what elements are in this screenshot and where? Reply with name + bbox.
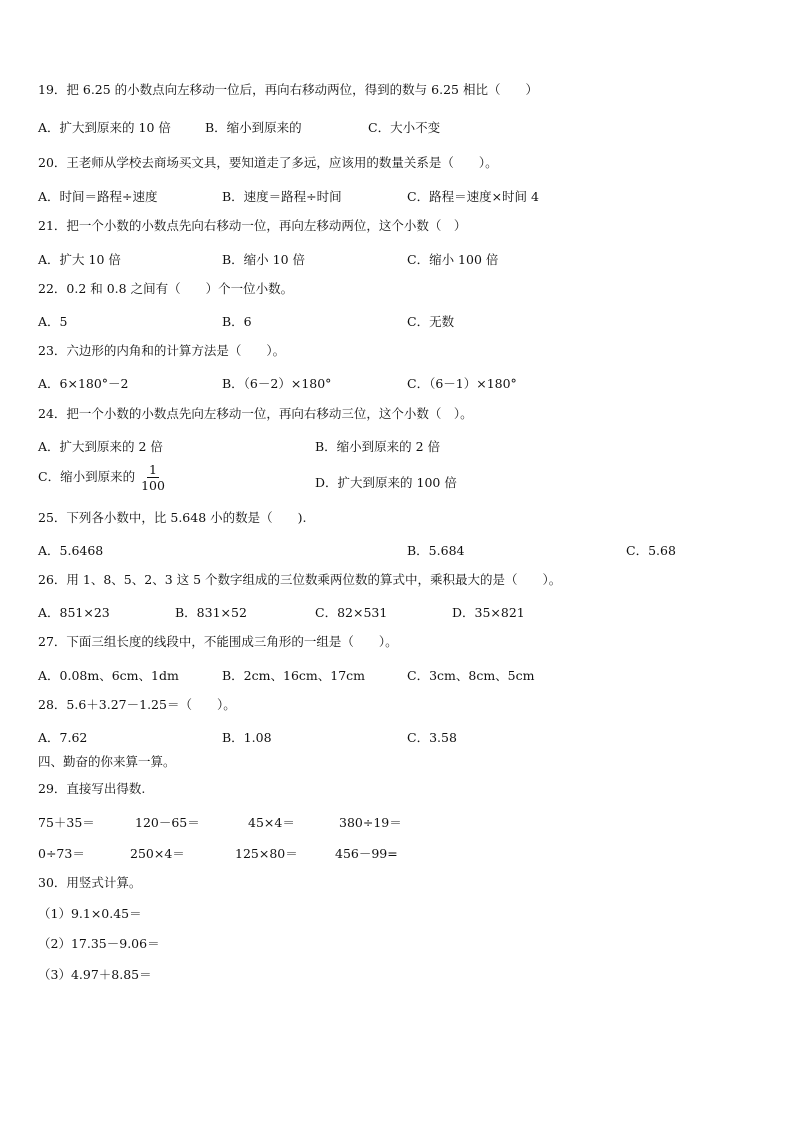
question-30: 30．用竖式计算。 (38, 875, 142, 890)
q19-option-a: A．扩大到原来的 10 倍 (38, 120, 171, 135)
question-26: 26．用 1、8、5、2、3 这 5 个数字组成的三位数乘两位数的算式中，乘积最大的是（ ）。 (38, 572, 562, 587)
q24-option-d: D．扩大到原来的 100 倍 (315, 475, 457, 490)
question-22: 22．0.2 和 0.8 之间有（ ）个一位小数。 (38, 281, 294, 296)
q21-option-c: C．缩小 100 倍 (407, 252, 499, 267)
q25-option-a: A．5.6468 (38, 543, 104, 558)
q25-option-c: C．5.68 (626, 543, 676, 558)
q28-option-b: B．1.08 (222, 730, 272, 745)
question-25: 25．下列各小数中，比 5.648 小的数是（ ). (38, 510, 307, 525)
q22-option-c: C．无数 (407, 314, 455, 329)
section-heading: 四、勤奋的你来算一算。 (38, 754, 176, 769)
q29-r2-c4: 456－99= (335, 846, 398, 861)
q24-option-c (38, 462, 167, 493)
question-24: 24．把一个小数的小数点先向左移动一位，再向右移动三位，这个小数（ ）。 (38, 406, 473, 421)
q26-option-d: D．35×821 (452, 605, 525, 620)
question-20: 20．王老师从学校去商场买文具，要知道走了多远，应该用的数量关系是（ ）。 (38, 155, 498, 170)
q26-option-b: B．831×52 (175, 605, 247, 620)
q20-option-a: A．时间＝路程÷速度 (38, 189, 158, 204)
q27-option-b: B．2cm、16cm、17cm (222, 668, 366, 683)
q27-option-a: A．0.08m、6cm、1dm (38, 668, 179, 683)
q29-r1-c4: 380÷19＝ (339, 815, 402, 830)
q29-r2-c2: 250×4＝ (130, 846, 185, 861)
question-27: 27．下面三组长度的线段中，不能围成三角形的一组是（ ）。 (38, 634, 398, 649)
q29-r1-c1: 75＋35＝ (38, 815, 95, 830)
q28-option-c: C．3.58 (407, 730, 457, 745)
q30-item-1: （1）9.1×0.45＝ (38, 906, 142, 921)
q23-option-b: B．（6－2）×180° (222, 376, 332, 391)
q23-option-a: A．6×180°－2 (38, 376, 129, 391)
q29-r1-c3: 45×4＝ (248, 815, 295, 830)
q25-option-b: B．5.684 (407, 543, 465, 558)
question-19: 19．把 6.25 的小数点向左移动一位后，再向右移动两位，得到的数与 6.25 相比（ ） (38, 82, 538, 97)
q29-r2-c1: 0÷73＝ (38, 846, 85, 861)
fraction-one-hundredth (139, 462, 167, 493)
fraction-numerator: 1 (149, 462, 157, 477)
q29-r1-c2: 120－65＝ (135, 815, 200, 830)
q20-option-b: B．速度＝路程÷时间 (222, 189, 342, 204)
q29-r2-c3: 125×80＝ (235, 846, 298, 861)
question-29: 29．直接写出得数. (38, 781, 146, 796)
q26-option-a: A．851×23 (38, 605, 110, 620)
q26-option-c: C．82×531 (315, 605, 388, 620)
q21-option-b: B．缩小 10 倍 (222, 252, 306, 267)
question-21: 21．把一个小数的小数点先向右移动一位，再向左移动两位，这个小数（ ） (38, 218, 467, 233)
q23-option-c: C．（6－1）×180° (407, 376, 517, 391)
q24-option-b: B．缩小到原来的 2 倍 (315, 439, 441, 454)
q30-item-2: （2）17.35－9.06＝ (38, 936, 160, 951)
question-23: 23．六边形的内角和的计算方法是（ ）。 (38, 343, 286, 358)
q28-option-a: A．7.62 (38, 730, 88, 745)
question-28: 28．5.6＋3.27－1.25＝（ ）。 (38, 697, 236, 712)
q22-option-b: B．6 (222, 314, 252, 329)
q24-option-a: A．扩大到原来的 2 倍 (38, 439, 163, 454)
q19-option-b: B．缩小到原来的 (205, 120, 302, 135)
q19-option-c: C．大小不变 (368, 120, 441, 135)
q22-option-a: A．5 (38, 314, 68, 329)
q24-option-c-label: C．缩小到原来的 (38, 469, 136, 484)
fraction-denominator: 100 (141, 478, 165, 493)
q20-option-c: C．路程＝速度×时间 4 (407, 189, 539, 204)
q27-option-c: C．3cm、8cm、5cm (407, 668, 535, 683)
q21-option-a: A．扩大 10 倍 (38, 252, 121, 267)
q30-item-3: （3）4.97＋8.85＝ (38, 967, 152, 982)
